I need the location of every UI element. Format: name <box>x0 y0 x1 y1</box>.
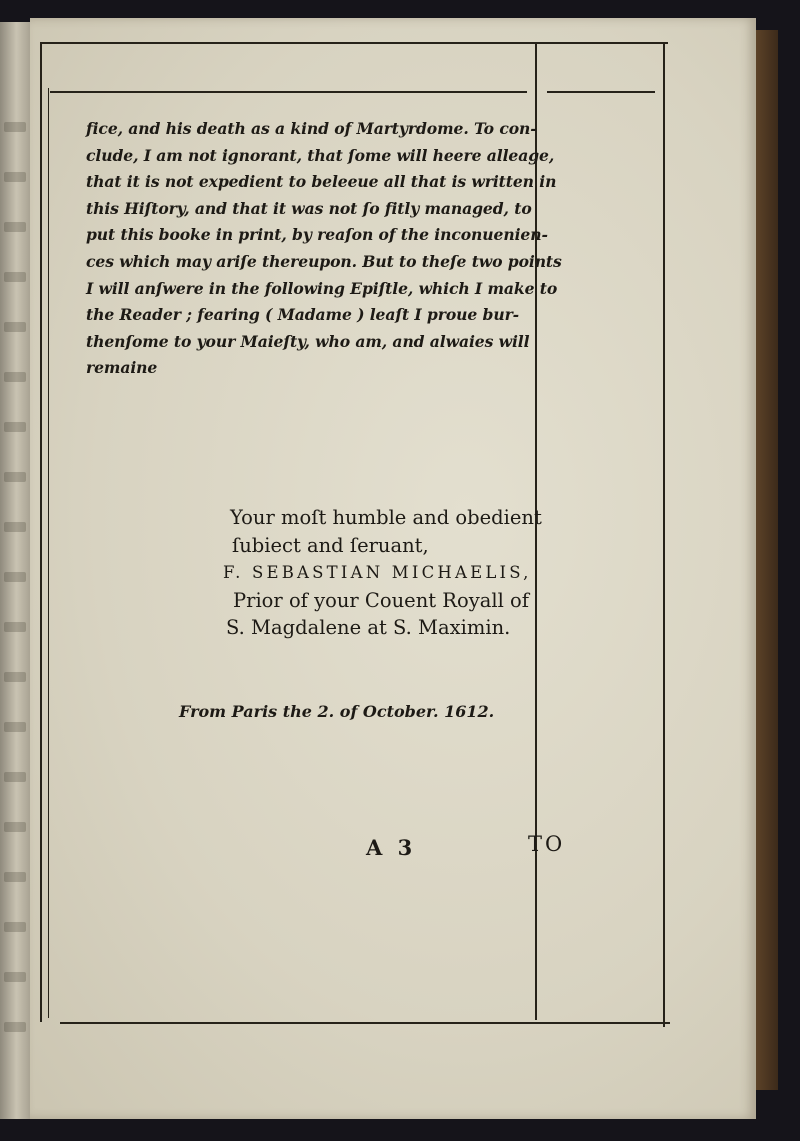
signature-line: Prior of your Couent Royall of <box>233 588 529 612</box>
frame-bottom-rule <box>60 1022 670 1024</box>
signature-line: ſubiect and ſeruant, <box>232 533 429 557</box>
body-line: this Hiſtory, and that it was not ſo fitly managed, to <box>86 198 532 218</box>
frame-top-rule <box>40 42 668 44</box>
body-line: put this booke in print, by reaſon of the inconuenien- <box>86 225 548 245</box>
signature-name: F. SEBASTIAN MICHAELIS, <box>223 563 532 582</box>
body-line: clude, I am not ignorant, that ſome will heere alleage, <box>86 145 555 165</box>
dateline: From Paris the 2. of October. 1612. <box>179 702 495 721</box>
header-rule-margin <box>547 91 655 93</box>
body-line: I will anſwere in the following Epiſtle, which I make to <box>86 278 558 298</box>
book-cover-edge <box>756 30 778 1090</box>
signature-mark: A 3 <box>366 835 417 860</box>
frame-right-rule <box>663 42 665 1027</box>
body-line: the Reader ; fearing ( Madame ) leaſt I proue bur- <box>86 305 520 325</box>
signature-line: Your moſt humble and obedient <box>230 506 542 529</box>
previous-page-edge <box>0 22 30 1119</box>
body-line: that it is not expedient to beleeue all that is written in <box>86 172 557 192</box>
letter-body <box>86 116 568 382</box>
book-page <box>30 18 756 1119</box>
signature-block <box>223 504 575 642</box>
body-line: fice, and his death as a kind of Martyrdome. To con- <box>86 119 537 138</box>
header-rule-main <box>50 91 527 93</box>
frame-left-rule <box>40 42 42 1022</box>
signature-line: S. Magdalene at S. Maximin. <box>226 616 511 639</box>
body-line: thenſome to your Maieſty, who am, and alwaies will <box>86 331 530 351</box>
frame-inner-left-rule <box>48 88 49 1018</box>
body-line: remaine <box>86 358 158 378</box>
body-line: ces which may ariſe thereupon. But to theſe two points <box>86 251 562 271</box>
catchword: TO <box>528 832 566 856</box>
